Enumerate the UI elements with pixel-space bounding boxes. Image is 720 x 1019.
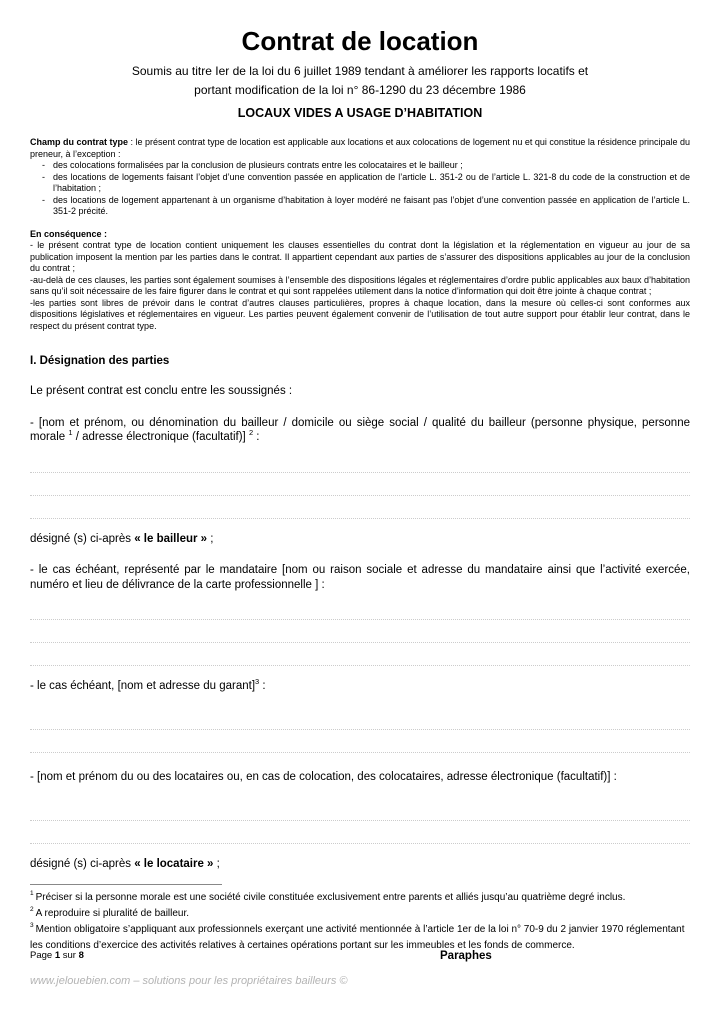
consequence-block xyxy=(30,229,690,333)
document-subtitle-line-1: Soumis au titre Ier de la loi du 6 juillet 1989 tendant à améliorer les rapports locatifs et xyxy=(131,64,589,78)
garant-blank-lines xyxy=(30,707,690,753)
garant-suffix: : xyxy=(259,680,266,692)
page-total: 8 xyxy=(78,950,84,961)
footnote-ref-2: 2 xyxy=(248,428,254,438)
bailleur-designation-suffix: ; xyxy=(207,532,214,545)
blank-line xyxy=(30,450,690,473)
blank-line xyxy=(30,821,690,844)
bailleur-text-3: : xyxy=(253,431,260,443)
blank-line xyxy=(30,597,690,620)
locataire-paragraph: - [nom et prénom du ou des locataires ou, en cas de colocation, des colocataires, adresse électronique (facultatif)] : xyxy=(30,770,617,783)
locataire-designation xyxy=(30,857,690,872)
exception-item: - des colocations formalisées par la conclusion de plusieurs contrats entre les colocataires et le bailleur ; xyxy=(40,160,690,172)
locataire-designation-suffix: ; xyxy=(213,858,220,870)
champ-paragraph xyxy=(30,137,690,160)
consequence-paragraph: - le présent contrat type de location contient uniquement les clauses essentielles du contrat dont la législation et la réglementation en vigueur au jour de sa publication imposent la mention par les parties dans le contrat. Il appartient cependant aux parties de s’assurer des dispositions applicables au jour de la conclusion du contrat ; xyxy=(30,240,690,273)
mandataire-blank-lines xyxy=(30,597,690,666)
bailleur-designation-prefix: désigné (s) ci-après xyxy=(30,532,135,545)
bailleur-text-2: / adresse électronique (facultatif)] xyxy=(72,431,249,443)
footnote-2 xyxy=(30,906,690,922)
footnote-3-text: Mention obligatoire s’appliquant aux professionnels exerçant une activité mentionnée à l’article 1er de la loi n° 70-9 du 2 janvier 1970 réglementant les conditions d’exercice des activités relatives à certaines opérations portant sur les immeubles et les fonds de commerce. xyxy=(30,923,685,951)
consequence-paragraph: -les parties sont libres de prévoir dans le contrat d’autres clauses particulières, propres à chaque location, dans la mesure où celles-ci sont conformes aux dispositions législatives et réglementaires en vigueur. Les parties peuvent également convenir de l’utilisation de tout autre support pour établir leur contrat, dans le respect du présent contrat type. xyxy=(30,297,690,331)
intro-section xyxy=(30,137,690,332)
blank-line xyxy=(30,496,690,519)
footnote-ref-1: 1 xyxy=(68,428,73,438)
page-footer xyxy=(30,950,690,961)
blank-line xyxy=(30,473,690,496)
document-subtitle-line-2: portant modification de la loi n° 86-1290 du 23 décembre 1986 xyxy=(194,83,526,97)
document-title: Contrat de location xyxy=(241,26,479,56)
blank-line xyxy=(30,730,690,753)
page-current: 1 xyxy=(54,950,61,961)
page-sur-word: sur xyxy=(62,950,76,961)
locataire-designation-prefix: désigné (s) ci-après xyxy=(30,858,135,870)
document-subheading: LOCAUX VIDES A USAGE D’HABITATION xyxy=(237,106,483,120)
blank-line xyxy=(30,707,690,730)
section-1-heading: I. Désignation des parties xyxy=(30,355,170,367)
bailleur-designation-term: « le bailleur » xyxy=(134,532,208,545)
paraphes-label: Paraphes xyxy=(440,950,492,962)
footnote-2-number: 2 xyxy=(30,906,34,914)
blank-line xyxy=(30,798,690,821)
consequence-paragraph: -au-delà de ces clauses, les parties sont également soumises à l’ensemble des dispositions légales et réglementaires d’ordre public applicables aux baux d’habitation sans qu’il soit nécessaire de les faire figurer dans le contrat et qui sont rappelées utilement dans la notice d’information qui doit être jointe à chaque contrat ; xyxy=(30,274,690,296)
mandataire-paragraph: - le cas échéant, représenté par le mandataire [nom ou raison sociale et adresse du mandataire ainsi que l’activité exercée, numéro et lieu de délivrance de la carte professionnelle ] : xyxy=(30,564,690,591)
garant-paragraph xyxy=(30,679,690,694)
locataire-designation-term: « le locataire » xyxy=(134,858,214,870)
exception-item: - des locations de logement appartenant à un organisme d’habitation à loyer modéré ne faisant pas l’objet d’une convention passée en application de l’article L. 351-2 précité. xyxy=(40,195,690,218)
website-credit: www.jelouebien.com – solutions pour les propriétaires bailleurs © xyxy=(30,975,348,987)
footnote-1-number: 1 xyxy=(30,890,34,898)
bailleur-paragraph xyxy=(30,416,690,445)
consequence-label xyxy=(30,229,690,241)
footnote-3-number: 3 xyxy=(30,922,34,930)
blank-line xyxy=(30,620,690,643)
bailleur-text-1: - [nom et prénom, ou dénomination du bailleur / domicile ou siège social / qualité du bailleur (personne physique, personne morale xyxy=(30,416,690,443)
bailleur-designation xyxy=(30,532,690,547)
page-word: Page xyxy=(30,950,53,961)
champ-label: Champ du contrat type xyxy=(30,137,129,147)
consequence-label-text: En conséquence : xyxy=(30,228,108,239)
page-number xyxy=(30,950,84,961)
exception-item: - des locations de logements faisant l’objet d’une convention passée en application de l’article L. 351-2 ou de l’article L. 321-8 du code de la construction et de l’habitation ; xyxy=(40,172,690,195)
footnote-1 xyxy=(30,890,690,906)
conclusion-line: Le présent contrat est conclu entre les soussignés : xyxy=(30,385,293,397)
footnotes-section xyxy=(30,884,690,954)
garant-text: - le cas échéant, [nom et adresse du garant] xyxy=(30,680,256,692)
footnote-3 xyxy=(30,922,690,954)
section-1-body xyxy=(30,384,690,872)
footnote-separator xyxy=(30,884,222,885)
footnote-1-text: Préciser si la personne morale est une société civile constituée exclusivement entre parents et alliés jusqu’au quatrième degré inclus. xyxy=(35,891,626,903)
bailleur-blank-lines xyxy=(30,450,690,519)
locataire-blank-lines xyxy=(30,798,690,844)
exceptions-list xyxy=(30,160,690,218)
footnote-ref-3: 3 xyxy=(255,677,260,687)
blank-line xyxy=(30,643,690,666)
champ-text: : le présent contrat type de location est applicable aux locations et aux colocations de logement nu et qui constitue la résidence principale du preneur, à l’exception : xyxy=(30,137,690,159)
footnote-2-text: A reproduire si pluralité de bailleur. xyxy=(35,907,190,919)
